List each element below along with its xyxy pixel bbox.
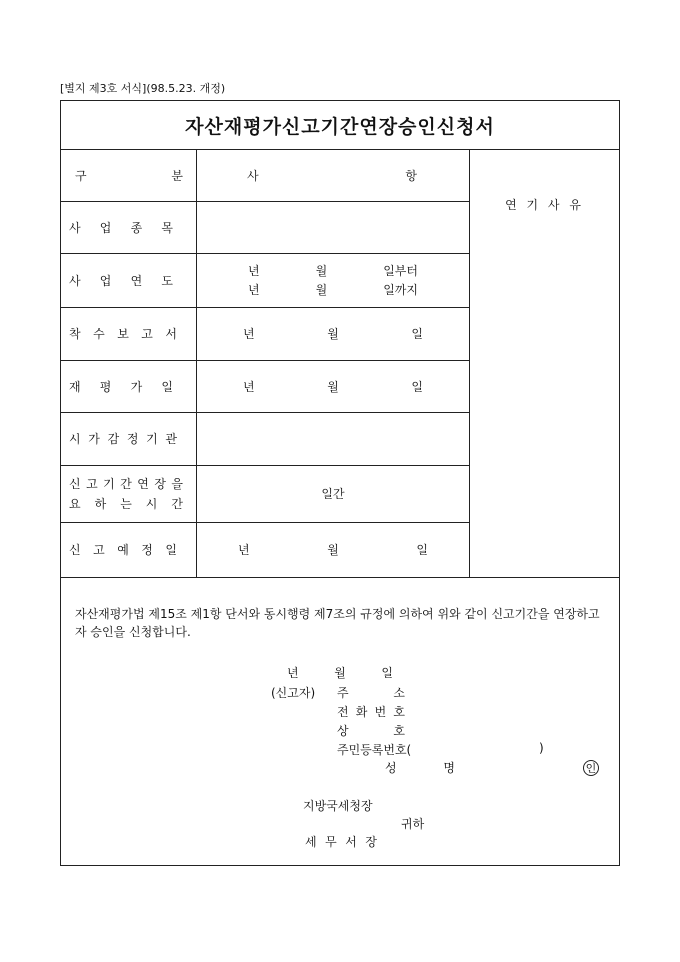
label-char: 세 bbox=[305, 835, 317, 849]
label-revaluation-date bbox=[69, 360, 173, 412]
declarant-label: (신고자) bbox=[271, 686, 316, 700]
label-appraisal-institution bbox=[69, 412, 177, 465]
date-units bbox=[238, 541, 428, 558]
header-category-part: 분 bbox=[171, 168, 183, 183]
label-char: 사 bbox=[69, 273, 81, 288]
label-char: 신 bbox=[69, 543, 81, 557]
label-char: 보 bbox=[117, 327, 129, 341]
month-unit: 월 bbox=[327, 543, 339, 557]
name-label bbox=[385, 759, 455, 776]
revaluation-date[interactable] bbox=[197, 360, 469, 412]
label-char: 연 bbox=[137, 477, 149, 491]
label-char: 소 bbox=[393, 686, 405, 700]
year-unit: 년 bbox=[238, 543, 250, 557]
label-char: 장 bbox=[365, 835, 377, 849]
label-extension-period bbox=[69, 465, 183, 522]
year-unit: 년 bbox=[248, 283, 260, 297]
label-char: 신 bbox=[69, 477, 81, 491]
label-char: 평 bbox=[99, 379, 112, 394]
label-char: 도 bbox=[161, 273, 173, 288]
label-fiscal-year bbox=[69, 253, 173, 307]
label-char: 착 bbox=[69, 327, 81, 341]
label-char: 기 bbox=[103, 477, 115, 491]
appraisal-institution-field[interactable] bbox=[197, 412, 469, 465]
tax-office-head bbox=[305, 833, 377, 850]
form-caption: [별지 제3호 서식](98.5.23. 개정) bbox=[60, 82, 226, 95]
form-title: 자산재평가신고기간연장승인신청서 bbox=[185, 115, 495, 138]
label-char: 고 bbox=[86, 477, 98, 491]
label-char: 업 bbox=[99, 220, 112, 235]
business-name-label bbox=[337, 722, 405, 739]
label-char: 종 bbox=[130, 220, 143, 235]
label-char: 상 bbox=[337, 724, 349, 738]
extension-reason-label: 연 기 사 유 bbox=[505, 197, 584, 212]
address-label bbox=[337, 684, 405, 701]
label-char: 업 bbox=[99, 273, 112, 288]
label-char: 서 bbox=[165, 327, 177, 341]
day-unit: 일 bbox=[411, 327, 423, 341]
label-char: 재 bbox=[69, 379, 81, 394]
label-char: 간 bbox=[120, 477, 132, 491]
label-char: 서 bbox=[345, 835, 357, 849]
header-category bbox=[75, 149, 183, 201]
label-char: 시 bbox=[69, 432, 81, 446]
label-char: 수 bbox=[93, 327, 105, 341]
extension-reason-field[interactable] bbox=[470, 259, 619, 577]
label-char: 일 bbox=[161, 379, 173, 394]
label-char: 정 bbox=[141, 543, 153, 557]
label-char: 고 bbox=[93, 543, 105, 557]
regional-commissioner: 지방국세청장 bbox=[303, 799, 373, 813]
label-char: 기 bbox=[146, 432, 158, 446]
month-unit: 월 bbox=[315, 264, 328, 278]
commencement-report-date[interactable] bbox=[197, 307, 469, 360]
day-unit: 일 bbox=[381, 666, 393, 680]
form-table bbox=[61, 149, 619, 578]
fiscal-year-from bbox=[248, 262, 418, 279]
phone-label bbox=[337, 703, 405, 720]
label-char: 호 bbox=[393, 724, 405, 738]
application-date[interactable] bbox=[287, 664, 393, 681]
label-line bbox=[69, 495, 183, 512]
business-type-field[interactable] bbox=[197, 201, 469, 253]
year-unit: 년 bbox=[248, 264, 260, 278]
day-from-unit: 일부터 bbox=[383, 264, 418, 278]
resident-number-label: 주민등록번호( bbox=[337, 743, 412, 757]
label-scheduled-filing-date bbox=[69, 522, 177, 577]
label-char: 시 bbox=[145, 497, 158, 511]
label-char: 일 bbox=[165, 543, 177, 557]
label-char: 주 bbox=[337, 686, 349, 700]
header-details-part: 사 bbox=[247, 168, 259, 183]
honorific: 귀하 bbox=[401, 817, 425, 831]
label-char: 요 bbox=[69, 497, 81, 511]
month-unit: 월 bbox=[315, 283, 328, 297]
resident-number-close: ) bbox=[539, 741, 544, 755]
label-char: 하 bbox=[94, 497, 107, 511]
year-unit: 년 bbox=[287, 666, 299, 680]
label-char: 목 bbox=[161, 220, 173, 235]
label-char: 성 bbox=[385, 761, 397, 775]
day-unit: 일 bbox=[411, 379, 423, 394]
declaration-section bbox=[61, 577, 619, 865]
days-unit: 일간 bbox=[321, 487, 345, 501]
fiscal-year-field[interactable] bbox=[197, 253, 469, 307]
day-to-unit: 일까지 bbox=[383, 283, 418, 297]
extension-days-field[interactable] bbox=[197, 465, 469, 522]
label-commencement-report bbox=[69, 307, 177, 360]
header-category-part: 구 bbox=[75, 168, 87, 183]
label-char: 을 bbox=[171, 477, 183, 491]
header-details bbox=[247, 149, 417, 201]
label-char: 가 bbox=[88, 432, 100, 446]
label-char: 정 bbox=[126, 432, 139, 446]
declaration-statement: 자산재평가법 제15조 제1항 단서와 동시행령 제7조의 규정에 의하여 위와 같이 신고기간을 연장하고자 승인을 신청합니다. bbox=[75, 607, 600, 639]
label-char: 감 bbox=[107, 432, 120, 446]
label-char: 번 bbox=[374, 705, 387, 719]
label-char: 가 bbox=[130, 379, 143, 394]
label-char: 는 bbox=[120, 497, 132, 511]
month-unit: 월 bbox=[334, 666, 346, 680]
month-unit: 월 bbox=[327, 379, 339, 394]
label-line bbox=[69, 475, 183, 492]
label-char: 전 bbox=[337, 705, 349, 719]
label-char: 장 bbox=[154, 477, 166, 491]
day-unit: 일 bbox=[416, 543, 428, 557]
label-char: 예 bbox=[117, 543, 129, 557]
scheduled-filing-date[interactable] bbox=[197, 522, 469, 577]
label-char: 명 bbox=[443, 761, 455, 775]
date-units bbox=[243, 378, 423, 395]
fiscal-year-range bbox=[248, 262, 418, 298]
label-char: 호 bbox=[393, 705, 405, 719]
seal-mark: 인 bbox=[583, 760, 599, 776]
fiscal-year-to bbox=[248, 281, 418, 298]
year-unit: 년 bbox=[243, 327, 255, 341]
title-row bbox=[61, 101, 619, 150]
label-char: 무 bbox=[325, 835, 337, 849]
date-units bbox=[243, 325, 423, 342]
label-char: 간 bbox=[171, 497, 183, 511]
application-form bbox=[60, 100, 620, 866]
label-char: 사 bbox=[69, 220, 81, 235]
label-char: 관 bbox=[165, 432, 177, 446]
label-char: 화 bbox=[355, 705, 368, 719]
label-char: 고 bbox=[141, 327, 153, 341]
year-unit: 년 bbox=[243, 379, 255, 394]
label-business-type bbox=[69, 201, 173, 253]
label-char: 연 bbox=[130, 273, 143, 288]
month-unit: 월 bbox=[327, 327, 339, 341]
header-details-part: 항 bbox=[405, 168, 417, 183]
